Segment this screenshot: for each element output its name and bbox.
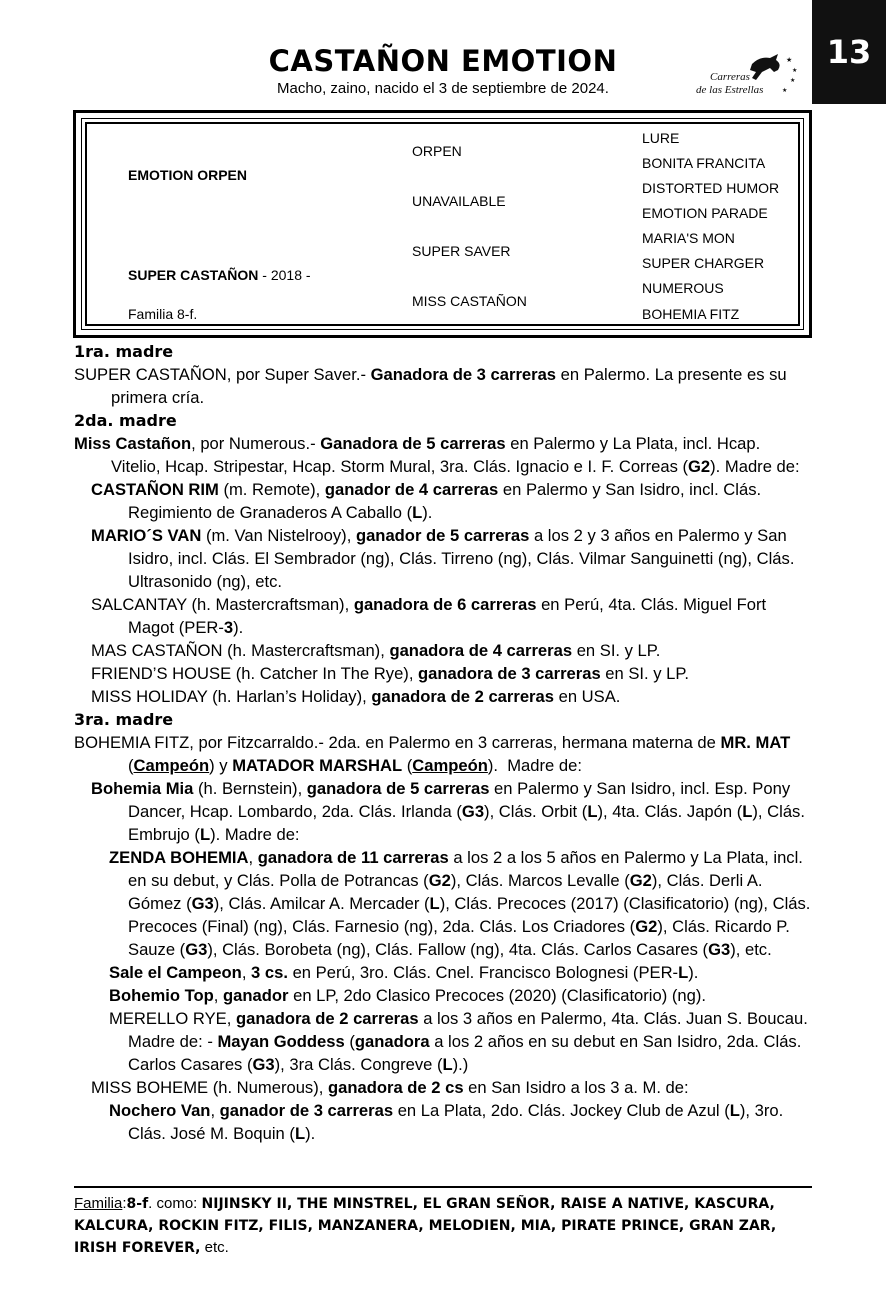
- paragraph: Nochero Van, ganador de 3 carreras en La Plata, 2do. Clás. Jockey Club de Azul (L), 3ro. Clás. José M. Boquin (L).: [109, 1101, 784, 1143]
- paragraph: MISS HOLIDAY (h. Harlan’s Holiday), ganadora de 2 carreras en USA.: [91, 687, 621, 706]
- pedigree-grandparent: MISS CASTAÑON: [412, 293, 527, 309]
- paragraph: Bohemia Mia (h. Bernstein), ganadora de 5 carreras en Palermo y San Isidro, incl. Esp. Pony Dancer, Hcap. Lombardo, 2da. Clás. Irlanda (G3), Clás. Orbit (L), 4ta. Clás. Japón (L), Clás. Embrujo (L). Madre de:: [91, 779, 805, 844]
- familia-names: NIJINSKY II, THE MINSTREL, EL GRAN SEÑOR, RAISE A NATIVE, KASCURA, KALCURA, ROCKIN FITZ, FILIS, MANZANERA, MELODIEN, MIA, PIRATE PRINCE, GRAN ZAR, IRISH FOREVER,: [74, 1196, 777, 1256]
- pedigree-great-grandparent: BONITA FRANCITA: [642, 155, 766, 171]
- pedigree-box: [73, 110, 812, 338]
- svg-text:★: ★: [786, 57, 793, 64]
- paragraph: MISS BOHEME (h. Numerous), ganadora de 2 cs en San Isidro a los 3 a. M. de:: [91, 1078, 689, 1097]
- paragraph: Sale el Campeon, 3 cs. en Perú, 3ro. Clás. Cnel. Francisco Bolognesi (PER-L).: [109, 963, 699, 982]
- paragraph: MAS CASTAÑON (h. Mastercraftsman), ganadora de 4 carreras en SI. y LP.: [91, 641, 661, 660]
- logo: [690, 50, 802, 100]
- logo-text-2: de las Estrellas: [696, 84, 764, 96]
- svg-text:★: ★: [790, 78, 796, 84]
- pedigree-great-grandparent: BOHEMIA FITZ: [642, 306, 740, 322]
- paragraph: CASTAÑON RIM (m. Remote), ganador de 4 carreras en Palermo y San Isidro, incl. Clás. Regimiento de Granaderos A Caballo (L).: [91, 480, 762, 522]
- pedigree-grandparent: UNAVAILABLE: [412, 193, 506, 209]
- section-heading: 3ra. madre: [74, 710, 174, 729]
- pedigree-great-grandparent: LURE: [642, 130, 680, 146]
- paragraph: MARIO´S VAN (m. Van Nistelrooy), ganador de 5 carreras a los 2 y 3 años en Palermo y San Isidro, incl. Clás. El Sembrador (ng), Clás. Tirreno (ng), Clás. Vilmar Sanguinetti (ng), Clás. Ultrasonido (ng), etc.: [91, 526, 795, 591]
- horse-logo-icon: [750, 54, 780, 80]
- paragraph: Bohemio Top, ganador en LP, 2do Clasico Precoces (2020) (Clasificatorio) (ng).: [109, 986, 706, 1005]
- pedigree-dam-line: [128, 267, 311, 283]
- pedigree-sire: EMOTION ORPEN: [128, 167, 248, 183]
- familia-como: . como:: [148, 1195, 202, 1212]
- paragraph: SALCANTAY (h. Mastercraftsman), ganadora de 6 carreras en Perú, 4ta. Clás. Miguel Fort Magot (PER-3).: [91, 595, 767, 637]
- paragraph: FRIEND’S HOUSE (h. Catcher In The Rye), ganadora de 3 carreras en SI. y LP.: [91, 664, 689, 683]
- paragraph: MERELLO RYE, ganadora de 2 carreras a los 3 años en Palermo, 4ta. Clás. Juan S. Boucau. Madre de: - Mayan Goddess (ganadora a los 2 años en su debut en San Isidro, 2da. Clás. Carlos Casares (G3), 3ra Clás. Congreve (L).): [109, 1009, 808, 1074]
- pedigree-family: Familia 8-f.: [128, 306, 198, 322]
- pedigree-great-grandparent: EMOTION PARADE: [642, 205, 768, 221]
- pedigree-great-grandparent: MARIA'S MON: [642, 230, 735, 246]
- footer-divider: [74, 1186, 812, 1188]
- body-text: [74, 340, 814, 1145]
- pedigree-dam: SUPER CASTAÑON: [128, 267, 259, 283]
- familia-label: Familia: [74, 1195, 123, 1212]
- page-title: CASTAÑON EMOTION: [268, 44, 618, 78]
- pedigree-grandparent: ORPEN: [412, 143, 462, 159]
- paragraph: SUPER CASTAÑON, por Super Saver.- Ganadora de 3 carreras en Palermo. La presente es su primera cría.: [74, 365, 787, 407]
- pedigree-great-grandparent: SUPER CHARGER: [642, 255, 765, 271]
- paragraph: BOHEMIA FITZ, por Fitzcarraldo.- 2da. en Palermo en 3 carreras, hermana materna de MR. MAT (Campeón) y MATADOR MARSHAL (Campeón). Madre de:: [74, 733, 791, 775]
- pedigree-great-grandparent: DISTORTED HUMOR: [642, 180, 780, 196]
- familia-etc: etc.: [200, 1239, 229, 1256]
- footer: Familia:8-f. como: NIJINSKY II, THE MINSTREL, EL GRAN SEÑOR, RAISE A NATIVE, KASCURA, KALCURA, ROCKIN FITZ, FILIS, MANZANERA, MELODIEN, MIA, PIRATE PRINCE, GRAN ZAR, IRISH FOREVER, etc.: [74, 1195, 777, 1256]
- section-heading: 2da. madre: [74, 411, 177, 430]
- paragraph: ZENDA BOHEMIA, ganadora de 11 carreras a los 2 a los 5 años en Palermo y La Plata, incl. en su debut, y Clás. Polla de Potrancas (G2), Clás. Marcos Levalle (G2), Clás. Derli A. Gómez (G3), Clás. Amilcar A. Mercader (L), Clás. Precoces (2017) (Clasificatorio) (ng), Clás. Precoces (Final) (ng), Clás. Farnesio (ng), 2da. Clás. Los Criadores (G2), Clás. Ricardo P. Sauze (G3), Clás. Borobeta (ng), Clás. Fallow (ng), 4ta. Clás. Carlos Casares (G3), etc.: [109, 848, 811, 959]
- svg-text:★: ★: [792, 68, 798, 74]
- familia-value: 8-f: [126, 1196, 149, 1212]
- logo-text-1: Carreras: [710, 71, 750, 83]
- svg-text:★: ★: [782, 88, 788, 94]
- page-subtitle: Macho, zaino, nacido el 3 de septiembre de 2024.: [277, 80, 609, 97]
- page-number: 13: [812, 0, 886, 104]
- pedigree-dam-year: - 2018 -: [258, 267, 311, 283]
- paragraph: Miss Castañon, por Numerous.- Ganadora de 5 carreras en Palermo y La Plata, incl. Hcap. Vitelio, Hcap. Stripestar, Hcap. Storm Mural, 3ra. Clás. Ignacio e I. F. Correas (G2). Madre de:: [74, 434, 800, 476]
- pedigree-great-grandparent: NUMEROUS: [642, 280, 724, 296]
- pedigree-grandparent: SUPER SAVER: [412, 243, 511, 259]
- section-heading: 1ra. madre: [74, 342, 174, 361]
